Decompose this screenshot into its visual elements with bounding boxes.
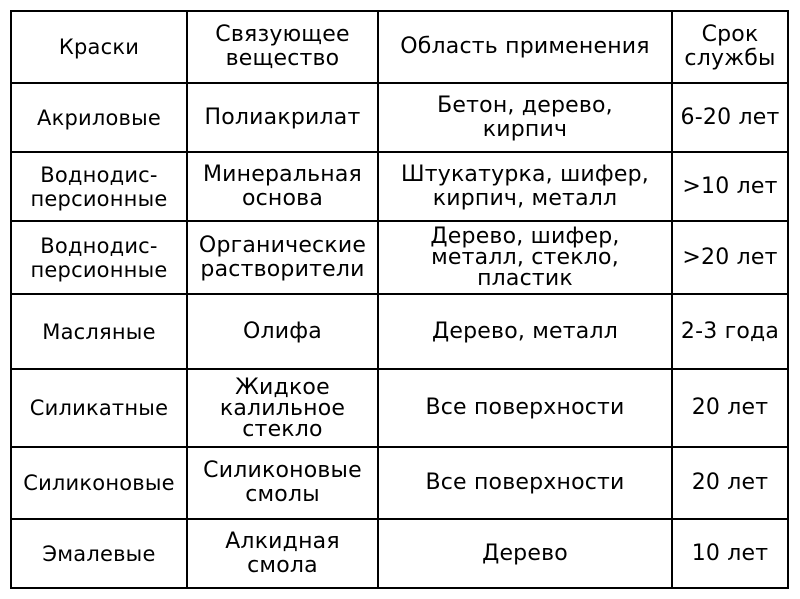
cell-paint: Акриловые	[11, 83, 187, 152]
cell-paint: Воднодис- персионные	[11, 152, 187, 221]
cell-binder: Силиконовые смолы	[187, 447, 378, 519]
cell-binder: Олифа	[187, 294, 378, 369]
table-row	[11, 369, 788, 447]
cell-paint: Масляные	[11, 294, 187, 369]
table-header-row	[11, 11, 788, 83]
cell-binder: Полиакрилат	[187, 83, 378, 152]
table-row	[11, 221, 788, 294]
header-application: Область применения	[378, 11, 672, 83]
table-row	[11, 83, 788, 152]
cell-application: Все поверхности	[378, 447, 672, 519]
cell-service-life: 2-3 года	[672, 294, 788, 369]
cell-service-life: 20 лет	[672, 447, 788, 519]
cell-paint: Силикатные	[11, 369, 187, 447]
cell-service-life: 20 лет	[672, 369, 788, 447]
table-row	[11, 294, 788, 369]
header-binder: Связующее вещество	[187, 11, 378, 83]
cell-service-life: >20 лет	[672, 221, 788, 294]
table-row	[11, 447, 788, 519]
cell-application: Дерево, шифер, металл, стекло, пластик	[378, 221, 672, 294]
cell-binder: Алкидная смола	[187, 519, 378, 588]
table-row	[11, 519, 788, 588]
cell-paint: Воднодис- персионные	[11, 221, 187, 294]
cell-binder: Органические растворители	[187, 221, 378, 294]
cell-service-life: 10 лет	[672, 519, 788, 588]
cell-service-life: >10 лет	[672, 152, 788, 221]
cell-paint: Силиконовые	[11, 447, 187, 519]
cell-binder: Жидкое калильное стекло	[187, 369, 378, 447]
cell-application: Дерево	[378, 519, 672, 588]
cell-binder: Минеральная основа	[187, 152, 378, 221]
cell-application: Все поверхности	[378, 369, 672, 447]
cell-application: Дерево, металл	[378, 294, 672, 369]
cell-application: Штукатурка, шифер, кирпич, металл	[378, 152, 672, 221]
cell-application: Бетон, дерево, кирпич	[378, 83, 672, 152]
header-service-life: Срок службы	[672, 11, 788, 83]
cell-paint: Эмалевые	[11, 519, 187, 588]
paints-table	[10, 10, 789, 589]
table-row	[11, 152, 788, 221]
cell-service-life: 6-20 лет	[672, 83, 788, 152]
header-paints: Краски	[11, 11, 187, 83]
